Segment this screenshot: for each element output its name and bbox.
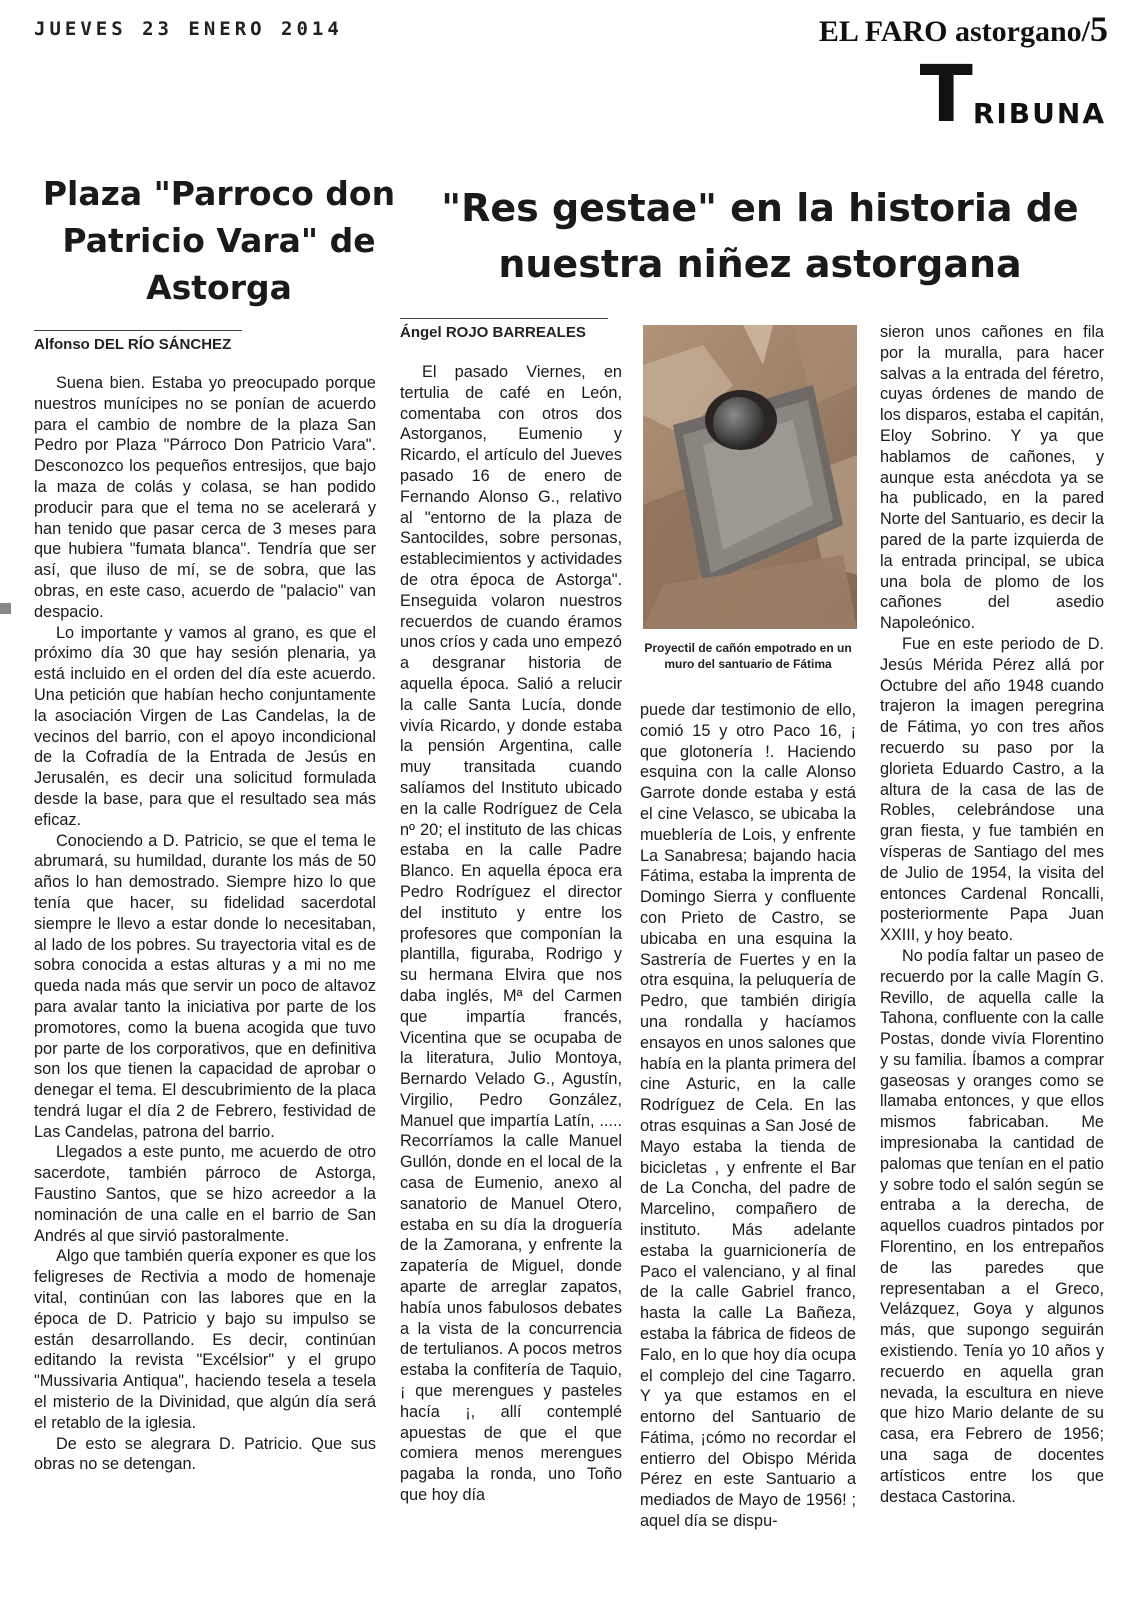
article2-paragraph: No podía faltar un paseo de recuerdo por la calle Magín G. Revillo, de aquella calle la Tahona, confluente con la calle Postas, donde vivía Florentino y su familia. Íbamos a comprar gaseosas y oranges como se llamaba entonces, y que ellos mismos fabricaban. Me impresionaba la cantidad de palomas que tenían en el patio y sobre todo el salón según se entraba a la derecha, de aquellos cuadros pintados por Florentino, en los entrepaños de las paredes que representaban a el Greco, Velázquez, Goya y algunos más, que supongo seguirán existiendo. Tenía yo 10 años y recuerdo en aquella gran nevada, la escultura en nieve que hizo Mario delante de su casa, era Febrero de 1956; una saga de docentes artísticos entre los que destaca Castorina. bbox=[880, 946, 1104, 1506]
article2-paragraph: El pasado Viernes, en tertulia de café en León, comentaba con otros dos Astorganos, Eumenio y Ricardo, el artículo del Jueves pasado 16 de enero de Fernando Alonso G., relativo al "entorno de la plaza de Santocildes, sobre personas, establecimientos y actividades de otra época de Astorga". Enseguida volaron nuestros recuerdos de cuando éramos unos críos y cada uno empezó a desgranar historia de aquella época. Salió a relucir la calle Santa Lucía, donde vivía Ricardo, y donde estaba la pensión Argentina, calle muy transitada cuando salíamos del Instituto ubicado en la calle Rodríguez de Cela nº 20; el instituto de las chicas estaba en la calle Padre Blanco. En aquella época era Pedro Rodríguez el director del instituto y entre los profesores que componían la plantilla, figuraba, Rodrigo y su hermana Elvira que nos daba inglés, Mª del Carmen que impartía francés, Vicentina que se ocupaba de la literatura, Julio Montoya, Bernardo Velado G., Agustín, Virgilio, Pedro González, Manuel que impartía Latín, ..... Recorríamos la calle Manuel Gullón, donde en el local de la casa de Eumenio, anexo al sanatorio de Manuel Otero, estaba en su día la droguería de la Zamorana, y enfrente la zapatería de Miguel, donde aparte de arreglar zapatos, había unos fabulosos debates a la vista de la concurrencia de tertulianos. A pocos metros estaba la confitería de Taquio, ¡ que merengues y pasteles hacía ¡, allí contemplé apuestas de que el que comiera menos merengues pagaba la ronda, uno Toño que hoy día bbox=[400, 363, 622, 1505]
cannonball-photo bbox=[643, 325, 857, 629]
article1-author: Alfonso DEL RÍO SÁNCHEZ bbox=[34, 336, 232, 353]
masthead-title: EL FARO astorgano/ bbox=[818, 15, 1090, 48]
article1-author-rule bbox=[34, 330, 242, 331]
article2-author-rule bbox=[400, 318, 608, 319]
article2-column-1 bbox=[400, 362, 622, 1506]
article2-title: "Res gestae" en la historia de nuestra niñez astorgana bbox=[441, 186, 1079, 286]
article1-paragraph: Conociendo a D. Patricio, se que el tema le abrumará, su humildad, durante los más de 50 años lo han demostrado. Siempre hizo lo que tenía que hacer, su fidelidad sacerdotal siempre le llevo a estar donde lo necesitaban, al lado de los pobres. Su trayectoria vital es de sobra conocida a estas alturas y a mi no me queda nada más que servir un poco de altavoz para avalar tanto la iniciativa por parte de los promotores, como la buena acogida que tuvo por parte de los corporativos, que en definitiva son los que tienen la capacidad de aprobar o denegar el tema. El descubrimiento de la placa tendrá lugar el día 2 de Febrero, festividad de Las Candelas, patrona del barrio. bbox=[34, 831, 376, 1141]
article2-column-3 bbox=[880, 322, 1104, 1507]
scan-edge-mark bbox=[0, 603, 11, 614]
article2-paragraph: Fue en este periodo de D. Jesús Mérida Pérez allá por Octubre del año 1948 cuando trajeron la imagen peregrina de Fátima, yo con tres años recuerdo su paso por la glorieta Eduardo Castro, a la altura de la casa de las de Robles, celebrándose una gran fiesta, y fue también en vísperas de Santiago del mes de Julio de 1954, la visita del entonces Cardenal Roncalli, posteriormente Papa Juan XXIII, y hoy beato. bbox=[880, 634, 1104, 945]
section-label bbox=[919, 50, 1106, 140]
article1-body bbox=[34, 373, 376, 1475]
article1-paragraph: Lo importante y vamos al grano, es que el próximo día 30 que hay sesión plenaria, ya está incluido en el orden del día este acuerdo. Una petición que habían hecho conjuntamente la asociación Virgen de Las Candelas, la de vecinos del barrio, con el apoyo incondicional de la Cofradía de la Entrada de Jesús en Jerusalén, es decir una solicitud formulada desde la base, para que el resultado sea más eficaz. bbox=[34, 623, 376, 829]
masthead bbox=[819, 8, 1108, 50]
article1-paragraph: Llegados a este punto, me acuerdo de otro sacerdote, también párroco de Astorga, Faustino Santos, que se hizo acreedor a la nominación de una calle en el barrio de San Andrés al que sirvió pastoralmente. bbox=[34, 1143, 376, 1245]
article2-paragraph: puede dar testimonio de ello, comió 15 y otro Paco 16, ¡ que glotonería !. Haciendo esquina con la calle Alonso Garrote donde estaba y está el cine Velasco, se ubicaba la mueblería de Lois, y enfrente La Sanabresa; bajando hacia Fátima, estaba la imprenta de Domingo Sierra y confluente con Prieto de Castro, se ubicaba en una esquina la Sastrería de Fuertes y en la otra esquina, la peluquería de Pedro, que también dirigía una rondalla y hacíamos ensayos en unos salones que había en la planta primera del cine Asturic, en la calle Rodríguez de Cela. En las otras esquinas a San José de Mayo estaba la tienda de bicicletas , y enfrente el Bar de La Concha, del padre de Marcelino, compañero de instituto. Más adelante estaba la guarnicionería de Paco el valenciano, y al final de la calle Gabriel franco, hasta la calle La Bañeza, estaba la fábrica de fideos de Falo, en lo que hoy día ocupa el complejo del cine Tagarro. Y ya que estamos en el entorno del Santuario de Fátima, ¡cómo no recordar el entierro del Obispo Mérida Pérez en este Santuario a mediados de Mayo de 1956! ; aquel día se dispu- bbox=[640, 701, 856, 1531]
article1-title: Plaza "Parroco don Patricio Vara" de Astorga bbox=[42, 174, 396, 307]
article1-paragraph: Algo que también quería exponer es que los feligreses de Rectivia a modo de homenaje vital, continúan con las labores que en la época de D. Patricio y bajo su impulso se están desarrollando. Es decir, continúan editando la revista "Excélsior" y el grupo "Mussivaria Antiqua", haciendo tesela a tesela el misterio de la Divinidad, que algún día será el retablo de la iglesia. bbox=[34, 1247, 376, 1432]
issue-date: JUEVES 23 ENERO 2014 bbox=[34, 18, 343, 40]
section-initial: T bbox=[919, 50, 973, 140]
article2-column-2 bbox=[640, 700, 856, 1532]
page-number: 5 bbox=[1090, 9, 1108, 49]
section-name: RIBUNA bbox=[972, 97, 1106, 130]
photo-caption: Proyectil de cañón empotrado en un muro del santuario de Fátima bbox=[644, 641, 852, 671]
article2-paragraph: sieron unos cañones en fila por la muralla, para hacer salvas a la entrada del féretro, cuyas órdenes de mando de los disparos, estaba el capitán, Eloy Sobrino. Y ya que hablamos de cañones, y aunque esta anécdota ya se ha publicado, en la pared Norte del Santuario, es decir la pared de la parte izquierda de la entrada principal, se ubica una bola de plomo de los cañones del asedio Napoleónico. bbox=[880, 323, 1104, 633]
article1-paragraph: De esto se alegrara D. Patricio. Que sus obras no se detengan. bbox=[34, 1434, 376, 1474]
article2-author: Ángel ROJO BARREALES bbox=[400, 324, 586, 341]
article1-paragraph: Suena bien. Estaba yo preocupado porque nuestros munícipes no se ponían de acuerdo para el cambio de nombre de la plaza San Pedro por Plaza "Párroco Don Patricio Vara". Desconozco los pequeños entresijos, que bajo la maza de colás y colasa, se han podido producir para que el tema no se acelerará y han tenido que pasar cerca de 3 meses para que hubiera "fumata blanca". Tendría que ser así, que iluso de mí, se de sobra, que las obras, en este caso, acuerdo de "palacio" van despacio. bbox=[34, 374, 376, 621]
